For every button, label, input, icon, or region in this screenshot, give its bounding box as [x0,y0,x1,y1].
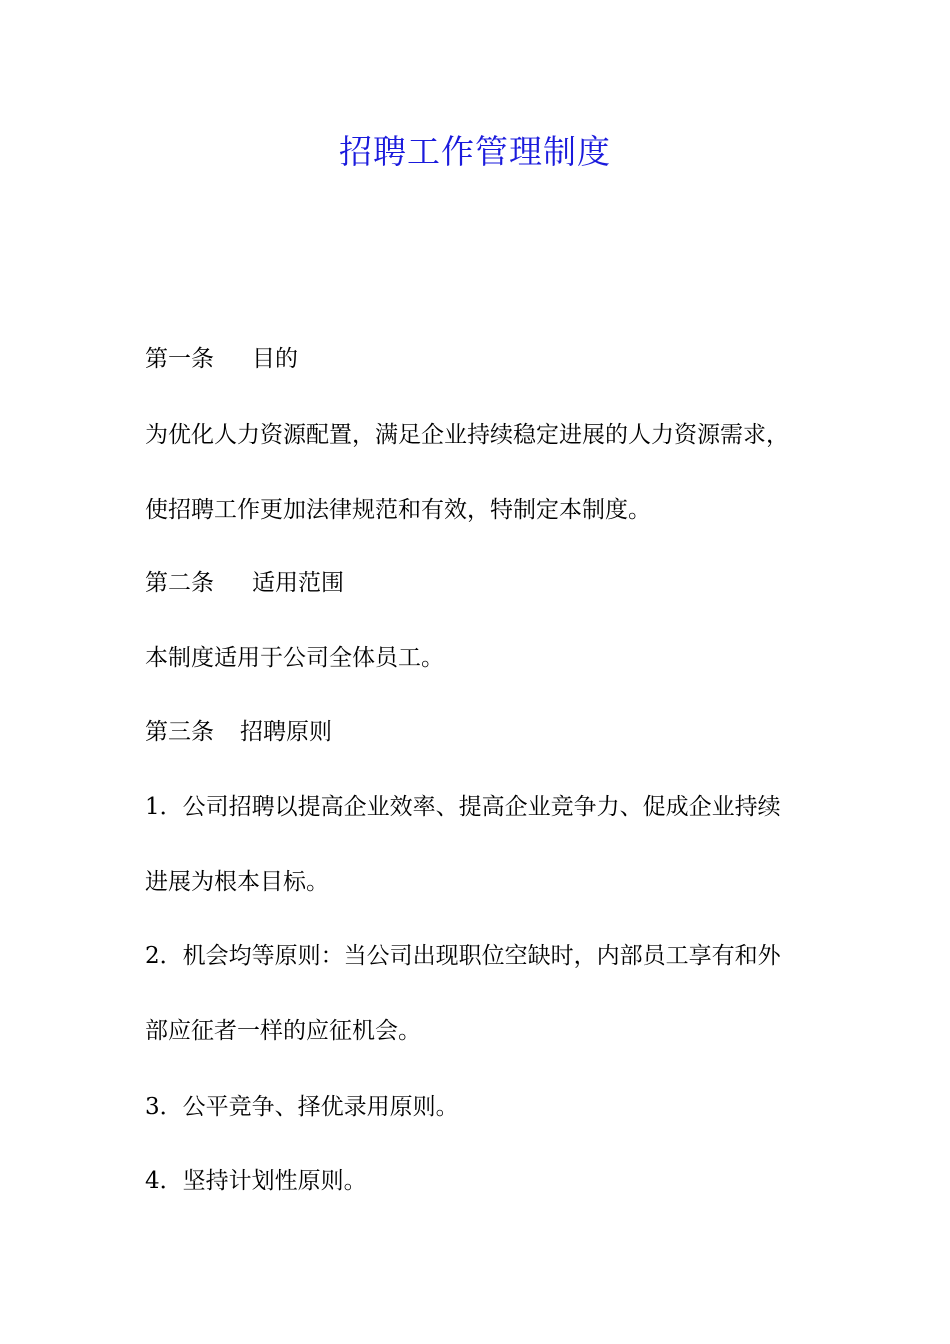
article-heading [145,716,332,748]
article-number: 第二条 [145,570,214,596]
article-heading [145,567,344,599]
list-item-line: 3．公平竞争、择优录用原则。 [145,1094,459,1120]
list-item-line: 进展为根本目标。 [145,869,329,895]
list-item-line: 1．公司招聘以提高企业效率、提高企业竞争力、促成企业持续 [145,794,781,820]
article-title: 目的 [252,346,298,372]
article-number: 第一条 [145,346,214,372]
paragraph-line: 本制度适用于公司全体员工。 [145,645,444,671]
article-title: 招聘原则 [240,719,332,745]
document-title: 招聘工作管理制度 [339,132,611,171]
article-number: 第三条 [145,719,214,745]
paragraph-line: 使招聘工作更加法律规范和有效，特制定本制度。 [145,497,651,523]
article-heading [145,343,298,375]
list-item-line: 4．坚持计划性原则。 [145,1168,367,1194]
list-item-line: 2．机会均等原则：当公司出现职位空缺时，内部员工享有和外 [145,943,781,969]
article-title: 适用范围 [252,570,344,596]
list-item-line: 部应征者一样的应征机会。 [145,1018,421,1044]
paragraph-line: 为优化人力资源配置，满足企业持续稳定进展的人力资源需求， [145,422,789,448]
